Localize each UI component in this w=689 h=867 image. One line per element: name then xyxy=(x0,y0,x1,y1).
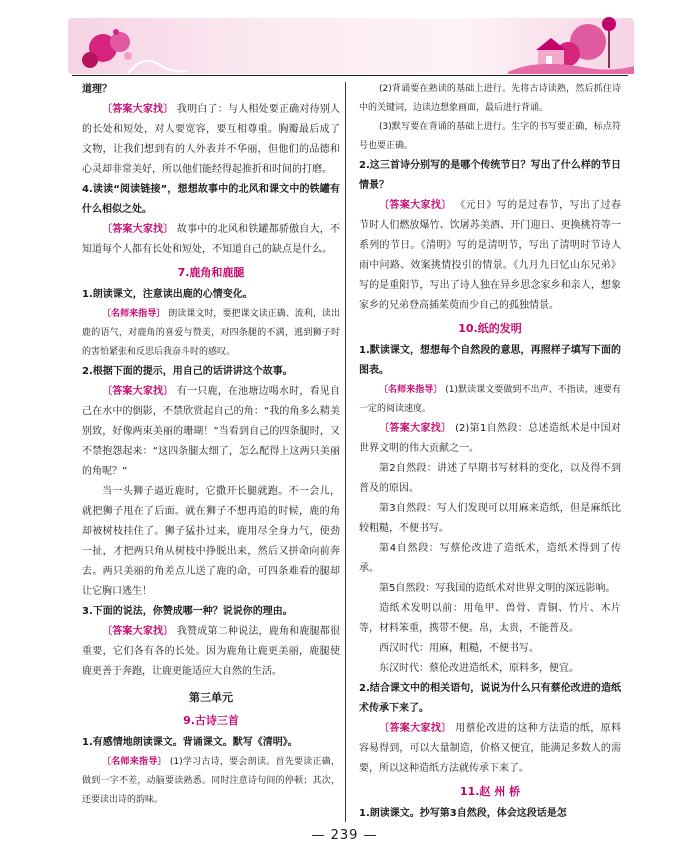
answer-paragraph: 造纸术发明以前：用龟甲、兽骨、青铜、竹片、木片等，材料笨重，携带不便。帛，太贵，不能普及。 xyxy=(359,603,621,634)
page-number: — 239 — xyxy=(311,828,378,843)
question: 2.根据下面的提示，用自己的话讲讲这个故事。 xyxy=(82,366,293,377)
paragraph-text: (1)默读课文要做到不出声、不指读，速要有一定的阅读速度。 xyxy=(359,385,621,414)
answer-paragraph xyxy=(82,622,340,682)
question: 1.有感情地朗读课文。背诵课文。默写《清明》。 xyxy=(82,737,298,748)
guide-label: 〔名师来指导〕 xyxy=(379,385,443,395)
answer-paragraph: 当一头狮子逼近鹿时，它撒开长腿就跑。不一会儿，就把狮子甩在了后面。就在狮子不想再追的时候，鹿的角却被树枝挂住了。狮子猛扑过来，鹿用尽全身力气，使劲一扯，才把两只角从树枝中挣脱出来，然后又拼命向前奔去。两只美丽的角差点儿送了鹿的命，可四条难看的腿却让它胸口逃生！ xyxy=(82,486,340,597)
paragraph-text: (2)背诵要在熟读的基础上进行。先将古诗读熟，然后抓住诗中的关键词，边读边想象画面，最后进行背诵。 xyxy=(359,84,621,113)
guide-label: 〔名师来指导〕 xyxy=(102,309,166,319)
section-title: 11.赵 州 桥 xyxy=(459,785,521,798)
teacher-guide-paragraph xyxy=(359,118,621,156)
question: 2.结合课文中的相关语句，说说为什么只有蔡伦改进的造纸术传承下来了。 xyxy=(359,683,621,714)
answer-paragraph: 第5自然段：写我国的造纸术对世界文明的深远影响。 xyxy=(379,583,616,594)
answer-label: 〔答案大家找〕 xyxy=(379,200,452,211)
paragraph-text: 我赞成第二种说法，鹿角和鹿腿都很重要，它们各有各的长处。因为鹿角让鹿更美丽，鹿腿使鹿更善于奔跑，让鹿更能适应大自然的生活。 xyxy=(82,626,340,677)
paragraph-text: 用蔡伦改进的这种方法造的纸，原料容易得到，可以大量制造，价格又便宜，能满足多数人的需要，所以这种造纸方法就传承下来了。 xyxy=(359,723,621,774)
answer-label: 〔答案大家找〕 xyxy=(102,626,174,637)
guide-label: 〔名师来指导〕 xyxy=(102,757,167,767)
answer-paragraph xyxy=(359,719,621,779)
unit-title: 第三单元 xyxy=(189,691,233,704)
header-banner-graphic xyxy=(68,12,634,78)
answer-paragraph xyxy=(359,419,621,459)
teacher-guide-paragraph xyxy=(82,305,340,362)
section-title: 9.古诗三首 xyxy=(183,714,239,727)
left-column xyxy=(82,80,340,810)
teacher-guide-paragraph xyxy=(359,381,621,419)
teacher-guide-paragraph xyxy=(82,753,340,810)
question: 4.读读“阅读链接”，想想故事中的北风和课文中的铁罐有什么相似之处。 xyxy=(82,184,340,215)
question: 3.下面的说法，你赞成哪一种？说说你的理由。 xyxy=(82,606,293,617)
answer-paragraph xyxy=(359,196,621,316)
paragraph-text: 有一只鹿，在池塘边喝水时，看见自己在水中的倒影，不禁欣赏起自己的角：“我的角多么精美别致，好像两束美丽的珊瑚！”当看到自己的四条腿时，又不禁抱怨起来：“这四条腿太细了，怎么配得上这两只美丽的角呢？” xyxy=(82,386,340,477)
paragraph-text: (2)第1自然段：总述造纸术是中国对世界文明的伟大贡献之一。 xyxy=(359,423,622,454)
right-column xyxy=(359,80,621,824)
question: 2.这三首诗分别写的是哪个传统节日？写出了什么样的节日情景？ xyxy=(359,160,621,191)
answer-paragraph: 第2自然段：讲述了早期书写材料的变化，以及得不到普及的原因。 xyxy=(359,463,621,494)
paragraph-text: 我明白了：与人相处要正确对待别人的长处和短处，对人要宽容，要互相尊重。胸瓣最后成了文物，让我们想到有的人外表并不华丽，但他们的品德和心灵却非常美好，所以他们能经得起推折和时间的打磨。 xyxy=(82,104,340,175)
section-title: 10.纸的发明 xyxy=(458,322,522,335)
answer-label: 〔答案大家找〕 xyxy=(102,104,174,115)
answer-paragraph: 西汉时代：用麻，粗糙，不便书写。 xyxy=(379,643,539,654)
answer-paragraph: 东汉时代：蔡伦改进造纸术，原料多，便宜。 xyxy=(379,663,579,674)
answer-label: 〔答案大家找〕 xyxy=(102,224,174,235)
paragraph-text: (3)默写要在背诵的基础上进行。生字的书写要正确，标点符号也要正确。 xyxy=(359,122,621,151)
paragraph-text: 朗读课文时，要把课文读正确、流利，读出鹿的语气，对鹿角的喜爱与赞美，对四条腿的不满，逃到狮子时的害怕紧张和反思后我奋斗时的感叹。 xyxy=(82,309,340,357)
teacher-guide-paragraph xyxy=(359,80,621,118)
question: 道理？ xyxy=(82,84,112,95)
answer-label: 〔答案大家找〕 xyxy=(379,723,452,734)
answer-paragraph xyxy=(82,220,340,260)
answer-paragraph xyxy=(82,382,340,482)
paragraph-text: 故事中的北风和铁罐都骄傲自大，不知道每个人都有长处和短处，不知道自己的缺点是什么。 xyxy=(82,224,340,255)
answer-label: 〔答案大家找〕 xyxy=(102,386,174,397)
paragraph-text: (1)学习古诗，要会朗读。首先要读正确，做到一字不差，动脑要读熟悉。同时注意诗句间的停顿；其次，还要读出诗的韵味。 xyxy=(82,757,340,805)
question: 1.朗读课文。抄写第3自然段，体会这段话是怎 xyxy=(359,808,567,819)
section-title: 7.鹿角和鹿腿 xyxy=(177,266,245,279)
header-rule xyxy=(72,75,628,76)
answer-label: 〔答案大家找〕 xyxy=(379,423,452,434)
answer-paragraph xyxy=(82,100,340,180)
question: 1.默读课文，想想每个自然段的意思，再照样子填写下面的图表。 xyxy=(359,345,621,376)
page-header-decoration xyxy=(68,12,634,78)
answer-paragraph: 第3自然段：写人们发现可以用麻来造纸，但是麻纸比较粗糙，不便书写。 xyxy=(359,503,621,534)
paragraph-text: 《元日》写的是过春节，写出了过春节时人们燃放爆竹、饮屠苏美酒、开门迎日、更换桃符等一系列的节日。《清明》写的是清明节，写出了清明时节诗人雨中问路、效案挑情投引的情景。《九月九日忆山东兄弟》写的是重阳节，写出了诗人独在异乡思念家乡和亲人，想象家乡的兄弟登高插茱萸而少自己的孤独情景。 xyxy=(359,200,621,311)
question: 1.朗读课文，注意读出鹿的心情变化。 xyxy=(82,289,253,300)
column-divider xyxy=(345,82,346,822)
answer-paragraph: 第4自然段：写蔡伦改进了造纸术，造纸术得到了传承。 xyxy=(359,543,621,574)
